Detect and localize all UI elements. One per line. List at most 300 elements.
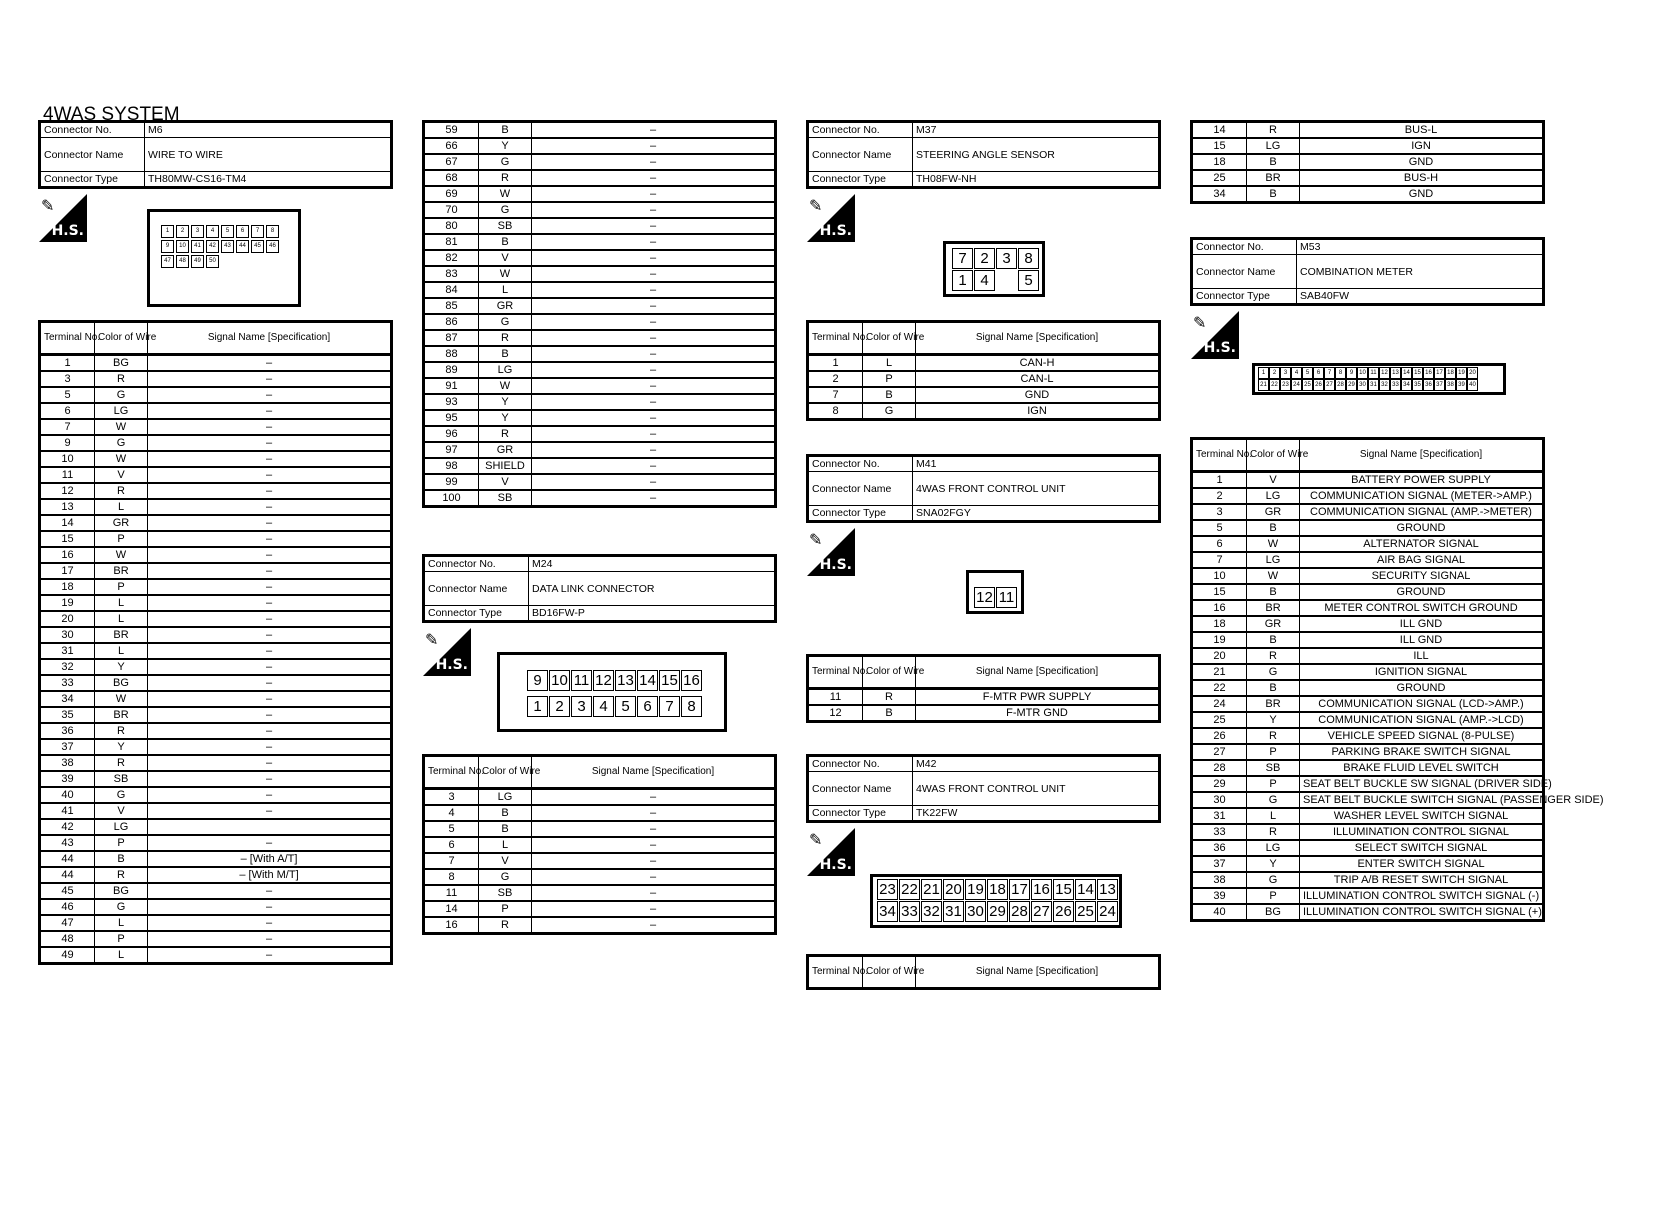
connector-pin: 47	[161, 255, 174, 268]
table-row	[1192, 664, 1544, 680]
table-row	[40, 915, 392, 931]
terminal-no: 13	[40, 499, 95, 515]
wire-color: B	[1247, 680, 1300, 696]
table-row	[808, 705, 1160, 722]
table-row	[40, 723, 392, 739]
signal-name: –	[148, 723, 392, 739]
connector-pin: 20	[943, 879, 964, 900]
terminal-no: 32	[40, 659, 95, 675]
connector-pin: 7	[251, 225, 264, 238]
wire-color: G	[479, 314, 532, 330]
terminal-no: 10	[1192, 568, 1247, 584]
table-row	[40, 947, 392, 964]
m24-connector-face	[497, 652, 727, 732]
signal-name: –	[148, 883, 392, 899]
wire-color: B	[479, 234, 532, 250]
table-row	[1192, 472, 1544, 489]
signal-name: –	[532, 917, 776, 934]
wire-color: R	[1247, 824, 1300, 840]
terminal-no: 1	[808, 355, 863, 372]
connector-pin: 7	[1324, 367, 1335, 379]
connector-pin: 11	[1368, 367, 1379, 379]
wire-color: R	[95, 755, 148, 771]
table-row	[424, 442, 776, 458]
wire-color: W	[1247, 536, 1300, 552]
wire-color: SB	[479, 218, 532, 234]
signal-name: IGN	[1300, 138, 1544, 154]
wire-color: LG	[1247, 138, 1300, 154]
harness-side-icon: ✎ H.S.	[807, 528, 855, 576]
terminal-no: 91	[424, 378, 479, 394]
wire-color: R	[479, 170, 532, 186]
header-cell: Signal Name [Specification]	[916, 956, 1160, 989]
signal-name: –	[532, 170, 776, 186]
terminal-no: 6	[424, 837, 479, 853]
signal-name: BATTERY POWER SUPPLY	[1300, 472, 1544, 489]
harness-side-icon: ✎ H.S.	[39, 194, 87, 242]
terminal-no: 3	[1192, 504, 1247, 520]
terminal-no: 36	[40, 723, 95, 739]
connector-pin: 14	[637, 670, 658, 691]
connector-pin: 29	[1346, 379, 1357, 391]
signal-name: –	[148, 595, 392, 611]
wire-color: P	[95, 579, 148, 595]
table-row	[40, 435, 392, 451]
harness-side-icon: ✎ H.S.	[423, 628, 471, 676]
connector-pin: 10	[176, 240, 189, 253]
wire-color: P	[1247, 744, 1300, 760]
connector-pin: 26	[1053, 901, 1074, 922]
m6-terminal-table	[38, 320, 393, 965]
wire-color: L	[95, 595, 148, 611]
signal-name: –	[532, 885, 776, 901]
signal-name: –	[148, 739, 392, 755]
signal-name: –	[148, 515, 392, 531]
signal-name: –	[148, 483, 392, 499]
connector-pin: 48	[176, 255, 189, 268]
signal-name: –	[532, 122, 776, 139]
signal-name: –	[148, 707, 392, 723]
wire-color: BG	[1247, 904, 1300, 921]
wire-color: L	[479, 282, 532, 298]
connector-pin: 1	[527, 696, 548, 717]
header-cell: Terminal No.	[808, 656, 863, 689]
connector-pin: 18	[1445, 367, 1456, 379]
wire-color: W	[95, 691, 148, 707]
connector-pin: 5	[221, 225, 234, 238]
wire-color: G	[95, 435, 148, 451]
header-cell: Terminal No.	[424, 756, 479, 789]
terminal-no: 33	[40, 675, 95, 691]
wire-color: B	[1247, 632, 1300, 648]
connector-pin: 33	[1390, 379, 1401, 391]
connector-pin: 7	[659, 696, 680, 717]
wire-color: SB	[479, 490, 532, 507]
wire-color: LG	[95, 819, 148, 835]
terminal-table-header	[40, 322, 392, 355]
connector-pin: 13	[615, 670, 636, 691]
connector-pin: 12	[593, 670, 614, 691]
wire-color: G	[95, 899, 148, 915]
wire-color: V	[479, 853, 532, 869]
wire-color: R	[1247, 728, 1300, 744]
signal-name: COMMUNICATION SIGNAL (AMP.->METER)	[1300, 504, 1544, 520]
signal-name: – [With A/T]	[148, 851, 392, 867]
terminal-no: 15	[40, 531, 95, 547]
table-row	[424, 426, 776, 442]
table-row	[424, 394, 776, 410]
signal-name: –	[532, 458, 776, 474]
wire-color: R	[479, 426, 532, 442]
connector-pin: 16	[1423, 367, 1434, 379]
wire-color: W	[479, 378, 532, 394]
connector-pin: 4	[206, 225, 219, 238]
wire-color: G	[479, 869, 532, 885]
terminal-table-header	[1192, 439, 1544, 472]
table-row	[40, 371, 392, 387]
terminal-no: 16	[40, 547, 95, 563]
wire-color: Y	[95, 659, 148, 675]
wire-color: G	[863, 403, 916, 420]
connector-pin: 45	[251, 240, 264, 253]
signal-name: –	[148, 531, 392, 547]
terminal-no: 96	[424, 426, 479, 442]
connector-pin: 8	[1335, 367, 1346, 379]
table-row	[40, 611, 392, 627]
signal-name: –	[148, 419, 392, 435]
signal-name: –	[532, 490, 776, 507]
terminal-no: 24	[1192, 696, 1247, 712]
connector-pin: 5	[1018, 270, 1039, 291]
table-row	[424, 218, 776, 234]
connector-pin: 31	[943, 901, 964, 922]
wire-color: L	[1247, 808, 1300, 824]
connector-pin: 7	[952, 248, 973, 269]
table-row	[1192, 138, 1544, 154]
connector-pin: 39	[1456, 379, 1467, 391]
table-row	[1192, 488, 1544, 504]
wire-color: Y	[479, 138, 532, 154]
table-row	[424, 362, 776, 378]
signal-name: –	[532, 282, 776, 298]
wire-color: LG	[1247, 840, 1300, 856]
connector-pin: 14	[1075, 879, 1096, 900]
wire-color: SB	[1247, 760, 1300, 776]
signal-name: WASHER LEVEL SWITCH SIGNAL	[1300, 808, 1544, 824]
table-row	[1192, 536, 1544, 552]
signal-name: –	[148, 547, 392, 563]
header-cell: Terminal No.	[808, 322, 863, 355]
signal-name: –	[532, 362, 776, 378]
wire-color: BG	[95, 675, 148, 691]
harness-side-icon: ✎ H.S.	[807, 828, 855, 876]
connector-pin: 31	[1368, 379, 1379, 391]
table-row	[424, 250, 776, 266]
signal-name: METER CONTROL SWITCH GROUND	[1300, 600, 1544, 616]
terminal-no: 12	[40, 483, 95, 499]
m42-connector-face	[870, 874, 1122, 928]
signal-name: –	[532, 789, 776, 806]
signal-name: BRAKE FLUID LEVEL SWITCH	[1300, 760, 1544, 776]
header-cell: Signal Name [Specification]	[916, 656, 1160, 689]
table-row	[424, 122, 776, 139]
connector-pin: 2	[176, 225, 189, 238]
terminal-no: 6	[40, 403, 95, 419]
wire-color: V	[479, 474, 532, 490]
table-row	[1192, 568, 1544, 584]
wire-color: B	[479, 122, 532, 139]
wire-color: GR	[479, 298, 532, 314]
signal-name: –	[148, 499, 392, 515]
signal-name: –	[532, 234, 776, 250]
m24-connector-no: M24	[529, 556, 776, 572]
table-row	[424, 202, 776, 218]
wire-color: BG	[95, 355, 148, 372]
signal-name: –	[532, 330, 776, 346]
terminal-no: 47	[40, 915, 95, 931]
signal-name: –	[532, 394, 776, 410]
table-row	[808, 689, 1160, 706]
table-row	[1192, 616, 1544, 632]
terminal-no: 40	[1192, 904, 1247, 921]
m42-connector-name: 4WAS FRONT CONTROL UNIT	[913, 772, 1160, 806]
wire-color: B	[1247, 584, 1300, 600]
terminal-no: 14	[1192, 122, 1247, 139]
table-row	[808, 371, 1160, 387]
signal-name: –	[532, 442, 776, 458]
m24-terminal-table	[422, 754, 777, 935]
wire-color: R	[1247, 122, 1300, 139]
signal-name: –	[532, 154, 776, 170]
terminal-no: 3	[40, 371, 95, 387]
terminal-no: 7	[1192, 552, 1247, 568]
table-row	[424, 821, 776, 837]
signal-name: –	[532, 378, 776, 394]
terminal-no: 40	[40, 787, 95, 803]
table-row	[40, 867, 392, 883]
terminal-no: 30	[1192, 792, 1247, 808]
terminal-no: 14	[40, 515, 95, 531]
signal-name: –	[148, 691, 392, 707]
terminal-no: 35	[40, 707, 95, 723]
table-row	[40, 563, 392, 579]
signal-name: –	[148, 643, 392, 659]
signal-name: –	[148, 675, 392, 691]
terminal-no: 30	[40, 627, 95, 643]
table-row	[808, 403, 1160, 420]
table-row	[1192, 728, 1544, 744]
m6-connector-face	[147, 209, 301, 307]
wire-color: R	[479, 330, 532, 346]
connector-pin: 38	[1445, 379, 1456, 391]
signal-name: ENTER SWITCH SIGNAL	[1300, 856, 1544, 872]
connector-pin: 8	[681, 696, 702, 717]
table-row	[1192, 712, 1544, 728]
terminal-no: 97	[424, 442, 479, 458]
wire-color: BR	[95, 627, 148, 643]
connector-pin: 8	[266, 225, 279, 238]
signal-name: AIR BAG SIGNAL	[1300, 552, 1544, 568]
terminal-no: 88	[424, 346, 479, 362]
connector-pin: 10	[549, 670, 570, 691]
signal-name: – [With M/T]	[148, 867, 392, 883]
m53-connector-no: M53	[1297, 239, 1544, 255]
terminal-no: 49	[40, 947, 95, 964]
table-row	[808, 355, 1160, 372]
signal-name: –	[532, 869, 776, 885]
signal-name: –	[532, 805, 776, 821]
m37-connector-type: TH08FW-NH	[913, 172, 1160, 188]
signal-name: –	[148, 659, 392, 675]
signal-name: –	[148, 451, 392, 467]
table-row	[424, 885, 776, 901]
connector-pin: 16	[681, 670, 702, 691]
wire-color: R	[95, 371, 148, 387]
wire-color: V	[95, 467, 148, 483]
wire-color: BR	[1247, 600, 1300, 616]
signal-name: SEAT BELT BUCKLE SW SIGNAL (DRIVER SIDE)	[1300, 776, 1544, 792]
terminal-no: 39	[1192, 888, 1247, 904]
terminal-no: 7	[40, 419, 95, 435]
connector-pin: 19	[1456, 367, 1467, 379]
terminal-no: 15	[1192, 584, 1247, 600]
wire-color: V	[1247, 472, 1300, 489]
connector-pin: 1	[1258, 367, 1269, 379]
m37-terminal-table	[806, 320, 1161, 421]
table-row	[424, 298, 776, 314]
wire-color: BR	[95, 707, 148, 723]
connector-pin: 10	[1357, 367, 1368, 379]
terminal-no: 8	[808, 403, 863, 420]
terminal-no: 18	[1192, 154, 1247, 170]
terminal-no: 14	[424, 901, 479, 917]
table-row	[40, 883, 392, 899]
connector-pin: 20	[1467, 367, 1478, 379]
m24-connector-type: BD16FW-P	[529, 606, 776, 622]
signal-name: COMMUNICATION SIGNAL (LCD->AMP.)	[1300, 696, 1544, 712]
signal-name: COMMUNICATION SIGNAL (METER->AMP.)	[1300, 488, 1544, 504]
terminal-table-header	[808, 322, 1160, 355]
wire-color: V	[479, 250, 532, 266]
signal-name: ILLUMINATION CONTROL SWITCH SIGNAL (-)	[1300, 888, 1544, 904]
connector-pin: 21	[921, 879, 942, 900]
terminal-no: 81	[424, 234, 479, 250]
terminal-no: 5	[424, 821, 479, 837]
table-row	[424, 869, 776, 885]
wire-color: Y	[479, 410, 532, 426]
table-row	[424, 490, 776, 507]
header-cell: Color of Wire	[863, 322, 916, 355]
wire-color: Y	[1247, 712, 1300, 728]
m6-connector-no: M6	[145, 122, 392, 138]
m24-info-table: Connector No. M24 Connector Name DATA LINK CONNECTOR Connector Type BD16FW-P	[422, 554, 777, 623]
terminal-no: 67	[424, 154, 479, 170]
connector-pin: 41	[191, 240, 204, 253]
connector-pin: 25	[1075, 901, 1096, 922]
table-row	[40, 467, 392, 483]
wire-color: B	[1247, 186, 1300, 203]
table-row	[40, 707, 392, 723]
terminal-no: 12	[808, 705, 863, 722]
m42-terminal-table-continued	[1190, 120, 1545, 204]
signal-name: –	[148, 803, 392, 819]
terminal-no: 42	[40, 819, 95, 835]
wire-color: Y	[479, 394, 532, 410]
table-row	[40, 835, 392, 851]
signal-name: BUS-L	[1300, 122, 1544, 139]
connector-pin: 15	[1412, 367, 1423, 379]
wire-color: LG	[479, 362, 532, 378]
connector-pin	[996, 270, 1017, 291]
terminal-no: 11	[424, 885, 479, 901]
table-row	[40, 803, 392, 819]
terminal-no: 31	[40, 643, 95, 659]
terminal-no: 25	[1192, 170, 1247, 186]
wire-color: V	[95, 803, 148, 819]
table-row	[1192, 680, 1544, 696]
connector-pin: 23	[877, 879, 898, 900]
terminal-no: 68	[424, 170, 479, 186]
wire-color: W	[95, 547, 148, 563]
terminal-no: 3	[424, 789, 479, 806]
table-row	[1192, 744, 1544, 760]
wire-color: LG	[1247, 552, 1300, 568]
table-row	[1192, 600, 1544, 616]
signal-name: –	[148, 355, 392, 372]
terminal-no: 80	[424, 218, 479, 234]
connector-pin: 11	[571, 670, 592, 691]
table-row	[40, 579, 392, 595]
terminal-no: 43	[40, 835, 95, 851]
connector-pin: 44	[236, 240, 249, 253]
terminal-no: 1	[1192, 472, 1247, 489]
label-connector-no: Connector No.	[40, 122, 145, 138]
terminal-no: 69	[424, 186, 479, 202]
signal-name: ILL GND	[1300, 616, 1544, 632]
signal-name: –	[148, 931, 392, 947]
table-row	[1192, 552, 1544, 568]
terminal-no: 15	[1192, 138, 1247, 154]
connector-pin: 3	[996, 248, 1017, 269]
table-row	[424, 853, 776, 869]
connector-pin: 8	[1018, 248, 1039, 269]
signal-name: –	[148, 371, 392, 387]
connector-pin: 22	[899, 879, 920, 900]
table-row	[40, 499, 392, 515]
signal-name: PARKING BRAKE SWITCH SIGNAL	[1300, 744, 1544, 760]
wire-color: P	[95, 835, 148, 851]
wire-color: BR	[1247, 170, 1300, 186]
connector-pin: 37	[1434, 379, 1445, 391]
terminal-no: 10	[40, 451, 95, 467]
wire-color: R	[95, 483, 148, 499]
signal-name: –	[532, 202, 776, 218]
table-row	[1192, 792, 1544, 808]
table-row	[1192, 776, 1544, 792]
terminal-no: 70	[424, 202, 479, 218]
wire-color: B	[479, 805, 532, 821]
terminal-no: 41	[40, 803, 95, 819]
terminal-no: 28	[1192, 760, 1247, 776]
table-row	[424, 266, 776, 282]
wire-color: SB	[479, 885, 532, 901]
terminal-no: 27	[1192, 744, 1247, 760]
table-row	[1192, 632, 1544, 648]
terminal-no: 48	[40, 931, 95, 947]
signal-name: SECURITY SIGNAL	[1300, 568, 1544, 584]
terminal-table-header	[808, 656, 1160, 689]
terminal-no: 99	[424, 474, 479, 490]
